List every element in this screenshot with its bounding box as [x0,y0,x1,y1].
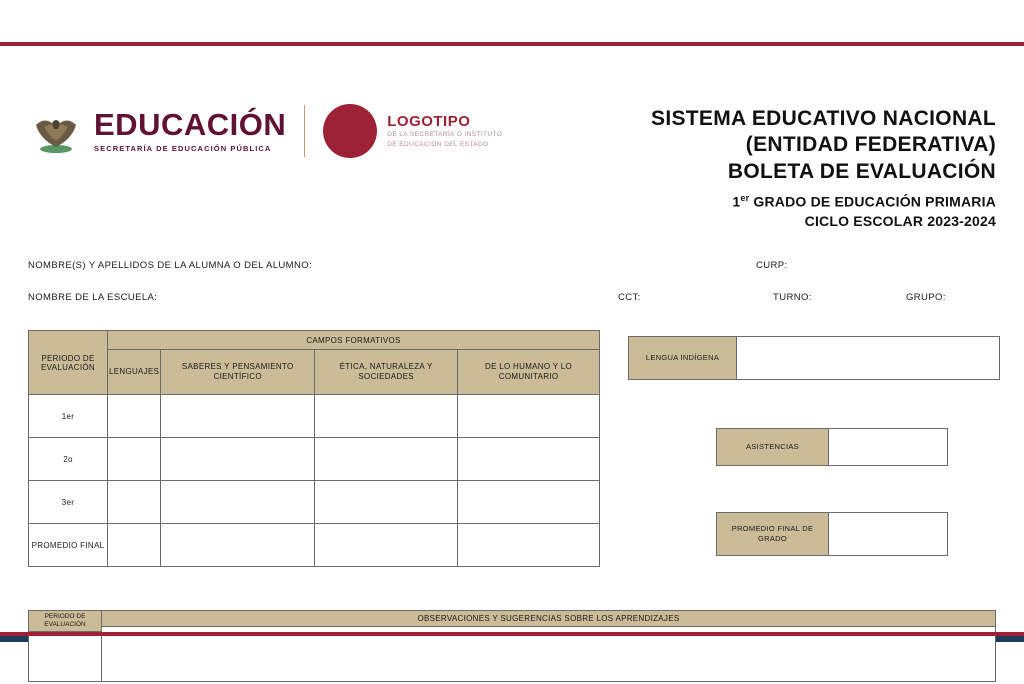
title-line-2: (ENTIDAD FEDERATIVA) [745,133,996,157]
grade-cell[interactable] [108,395,161,438]
grade-cell[interactable] [315,481,458,524]
asistencias-label: ASISTENCIAS [717,429,829,465]
title-line-3: BOLETA DE EVALUACIÓN [727,159,996,183]
label-curp: CURP: [756,260,788,271]
document-header [28,104,996,230]
state-logo-text [387,113,502,150]
observations-period-label: PERIODO DE EVALUACIÓN [29,611,101,632]
table-row [29,481,600,524]
row-label-3: 3er [29,481,108,524]
asistencias-value[interactable] [829,429,947,465]
promedio-final-grado-box [716,512,948,556]
header-periodo-evaluacion: PERIODO DE EVALUACIÓN [29,331,108,395]
student-identification-row [28,260,996,286]
promedio-final-grado-label: PROMEDIO FINAL DE GRADO [717,513,829,555]
grade-cell[interactable] [458,481,600,524]
asistencias-box [716,428,948,466]
grade-cell[interactable] [458,524,600,567]
logo-line-2: DE EDUCACIÓN DEL ESTADO [387,140,489,148]
observations-period-value[interactable] [29,632,101,681]
title-block [651,106,996,229]
grade-number: 1 [732,193,741,210]
state-logo-placeholder-icon [323,104,377,158]
label-school-name: NOMBRE DE LA ESCUELA: [28,292,158,303]
school-cycle: CICLO ESCOLAR 2023-2024 [804,213,996,230]
lengua-indigena-value[interactable] [737,337,999,379]
label-student-name: NOMBRE(S) Y APELLIDOS DE LA ALUMNA O DEL ALUMNO: [28,260,313,271]
education-wordmark [94,109,286,153]
observations-text-column [102,611,995,681]
table-row [29,395,600,438]
national-eagle-icon [28,105,84,157]
main-body [28,330,996,580]
lengua-indigena-box [628,336,1000,380]
grade-cell[interactable] [315,524,458,567]
label-turno: TURNO: [773,292,812,303]
observations-section [28,610,996,682]
label-grupo: GRUPO: [906,292,946,303]
grade-cell[interactable] [108,524,161,567]
vertical-divider [304,105,305,157]
observations-text-value[interactable] [102,627,995,681]
row-label-1: 1er [29,395,108,438]
title-line-1: SISTEMA EDUCATIVO NACIONAL [651,107,996,130]
lengua-indigena-label: LENGUA INDÍGENA [629,337,737,379]
education-word: EDUCACIÓN [94,107,287,142]
grade-cell[interactable] [315,438,458,481]
logo-line-1: DE LA SECRETARÍA O INSTITUTO [387,130,503,138]
grade-ordinal-mark: er [740,192,750,203]
header-etica: ÉTICA, NATURALEZA Y SOCIEDADES [315,350,458,395]
grades-table [28,330,600,567]
grade-cell[interactable] [458,438,600,481]
row-label-promedio-final: PROMEDIO FINAL [29,524,108,567]
header-campos-formativos: CAMPOS FORMATIVOS [108,331,600,350]
header-lenguajes: LENGUAJES [108,350,161,395]
header-humano: DE LO HUMANO Y LO COMUNITARIO [458,350,600,395]
observations-period-column [29,611,102,681]
label-cct: CCT: [618,292,641,303]
school-identification-row [28,292,996,318]
table-row-column-headers [29,350,600,395]
header-saberes: SABERES Y PENSAMIENTO CIENTÍFICO [161,350,315,395]
grade-cell[interactable] [108,481,161,524]
grade-cell[interactable] [161,395,315,438]
row-label-2: 2o [29,438,108,481]
observations-title: OBSERVACIONES Y SUGERENCIAS SOBRE LOS APRENDIZAJES [102,611,995,627]
grade-line [651,193,996,210]
table-row-campos-header [29,331,600,350]
sheet-inner [28,104,996,684]
grade-cell[interactable] [108,438,161,481]
grade-cell[interactable] [161,481,315,524]
grade-cell[interactable] [315,395,458,438]
education-subtitle: SECRETARÍA DE EDUCACIÓN PÚBLICA [94,144,272,153]
table-row [29,524,600,567]
grade-text: GRADO DE EDUCACIÓN PRIMARIA [749,193,996,210]
logo-title: LOGOTIPO [387,112,471,130]
grade-cell[interactable] [161,438,315,481]
report-card-sheet [0,42,1024,642]
grade-cell[interactable] [161,524,315,567]
branding-block [28,104,502,158]
table-row [29,438,600,481]
promedio-final-grado-value[interactable] [829,513,947,555]
grade-cell[interactable] [458,395,600,438]
